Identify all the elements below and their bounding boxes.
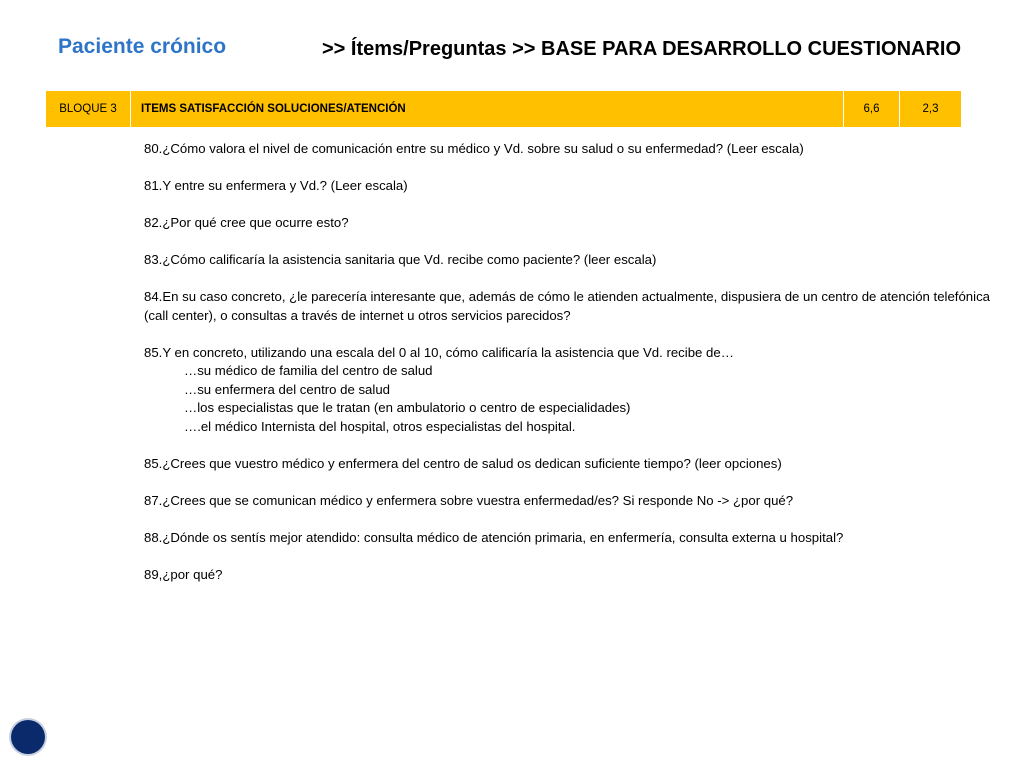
question-84: 84.En su caso concreto, ¿le parecería interesante que, además de cómo le atienden actualmente, dispusiera de un centro de atención telefónica (call center), o consultas a través de internet u otros servicios parecidos? — [144, 289, 990, 323]
question-80: 80.¿Cómo valora el nivel de comunicación entre su médico y Vd. sobre su salud o su enfermedad? (Leer escala) — [144, 141, 804, 156]
question-85-sub-list — [144, 362, 1004, 436]
question-83: 83.¿Cómo calificaría la asistencia sanitaria que Vd. recibe como paciente? (leer escala) — [144, 252, 657, 267]
question-85-sub-item: ….el médico Internista del hospital, otros especialistas del hospital. — [184, 418, 576, 434]
items-label: ITEMS SATISFACCIÓN SOLUCIONES/ATENCIÓN — [131, 91, 844, 127]
question-list — [144, 140, 1004, 603]
question-85-sub-item: …los especialistas que le tratan (en ambulatorio o centro de especialidades) — [184, 400, 631, 415]
question-87: 87.¿Crees que se comunican médico y enfermera sobre vuestra enfermedad/es? Si responde No -> ¿por qué? — [144, 492, 794, 508]
question-85-sub-item: …su médico de familia del centro de salud — [184, 363, 433, 378]
block-header-table — [46, 91, 961, 127]
question-82: 82.¿Por qué cree que ocurre esto? — [144, 215, 349, 230]
question-85: 85.Y en concreto, utilizando una escala del 0 al 10, cómo calificaría la asistencia que Vd. recibe de… — [144, 344, 734, 360]
navigation-circle-button[interactable] — [11, 720, 45, 754]
question-89: 89,¿por qué? — [144, 566, 223, 582]
score-value-2: 2,3 — [922, 103, 939, 115]
page-title: >> Ítems/Preguntas >> BASE PARA DESARROLLO CUESTIONARIO — [322, 38, 962, 60]
block-label: BLOQUE 3 — [46, 91, 131, 127]
question-85-sub-item: …su enfermera del centro de salud — [184, 381, 390, 397]
section-subtitle: Paciente crónico — [58, 35, 227, 58]
question-81: 81.Y entre su enfermera y Vd.? (Leer escala) — [144, 178, 408, 193]
score-value-1: 6,6 — [844, 91, 900, 127]
question-88: 88.¿Dónde os sentís mejor atendido: consulta médico de atención primaria, en enfermería, consulta externa u hospital? — [144, 529, 844, 545]
question-85b: 85.¿Crees que vuestro médico y enfermera del centro de salud os dedican suficiente tiempo? (leer opciones) — [144, 455, 782, 471]
